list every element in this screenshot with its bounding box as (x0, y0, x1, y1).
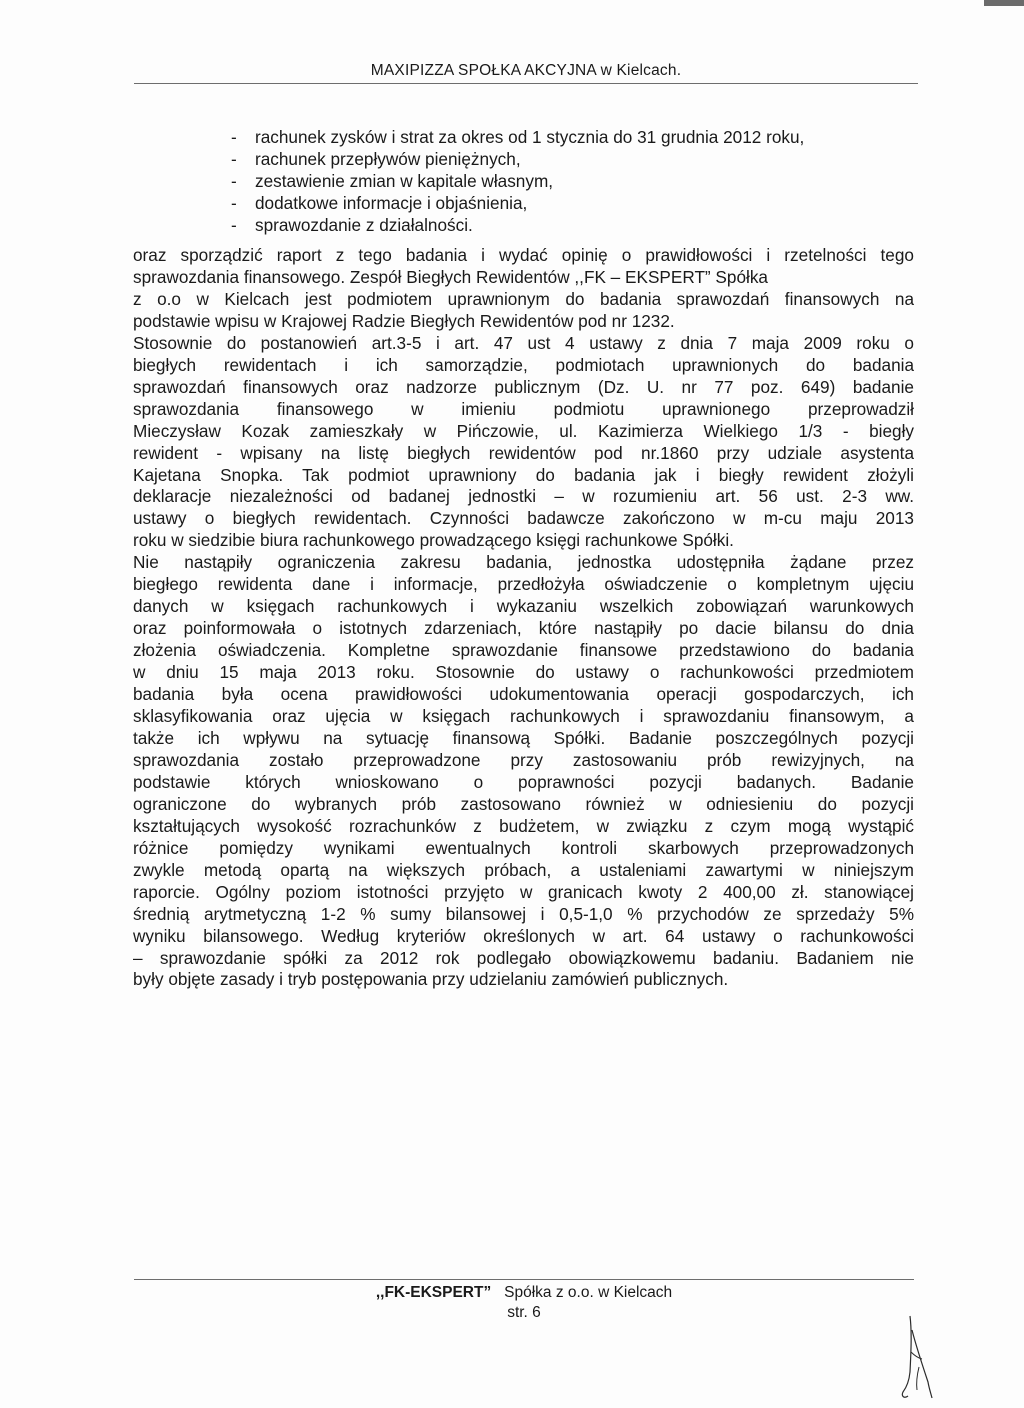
text-line: Kajetana Snopka. Tak podmiot uprawniony do badania jak i biegły rewident złożyli (133, 464, 914, 485)
text-line: Mieczysław Kozak zamieszkały w Pińczowie, ul. Kazimierza Wielkiego 1/3 - biegły (133, 420, 914, 441)
text-line: deklaracje niezależności od badanej jednostki – w rozumieniu art. 56 ust. 2-3 ww. (133, 486, 914, 507)
text-line: danych w księgach rachunkowych i wykazaniu wszelkich zobowiązań warunkowych (133, 596, 914, 617)
text-line: biegłego rewidenta dane i informacje, przedłożyła oświadczenie o kompletnym ujęciu (133, 574, 914, 595)
text-line: raporcie. Ogólny poziom istotności przyjęto w granicach kwoty 2 400,00 zł. stanowiącej (133, 881, 914, 902)
list-item: - zestawienie zmian w kapitale własnym, (231, 170, 804, 192)
list-item: - rachunek przepływów pieniężnych, (231, 148, 804, 170)
text-line: z o.o w Kielcach jest podmiotem uprawnionym do badania sprawozdań finansowych na (133, 288, 914, 309)
footer-company-suffix: Spółka z o.o. w Kielcach (504, 1284, 673, 1301)
text-line: rewident - wpisany na listę biegłych rewidentów pod nr.1860 przy udziale asystenta (133, 442, 914, 463)
text-line: ustawy o biegłych rewidentach. Czynności badawcze zakończono w m-cu maju 2013 (133, 508, 914, 529)
page-number: str. 6 (507, 1304, 541, 1321)
text-line: kształtujących wysokość rozrachunków z budżetem, w związku z czym mogą wystąpić (133, 815, 914, 836)
text-line: zwykle metodą opartą na większych próbach, a ustaleniami zawartymi w niniejszym (133, 859, 914, 880)
text-line: podstawie wpisu w Krajowej Radzie Biegłych Rewidentów pod nr 1232. (133, 310, 675, 331)
text-line: ograniczone do wybranych prób zastosowano również w odniesieniu do pozycji (133, 793, 914, 814)
text-line: sprawozdań finansowych oraz nadzorze publicznym (Dz. U. nr 77 poz. 649) badanie (133, 376, 914, 397)
text-line: wyniku bilansowego. Według kryteriów określonych w art. 64 ustawy o rachunkowości (133, 925, 914, 946)
text-line: sprawozdania finansowego. Zespół Biegłych Rewidentów ,,FK – EKSPERT” Spółka (133, 266, 768, 287)
text-line: podstawie których wnioskowano o poprawności pozycji badanych. Badanie (133, 771, 914, 792)
text-line: sklasyfikowania oraz ujęcia w księgach rachunkowych i sprawozdaniu finansowym, a (133, 706, 914, 727)
text-line: były objęte zasady i tryb postępowania przy udzielaniu zamówień publicznych. (133, 969, 729, 990)
audit-report-body (133, 245, 914, 991)
scan-edge-mark (984, 0, 1024, 6)
list-item: - sprawozdanie z działalności. (231, 214, 804, 236)
text-line: sprawozdania zostało przeprowadzone przy zastosowaniu prób rewizyjnych, na (133, 749, 914, 770)
handwritten-initials-icon (898, 1312, 934, 1402)
text-line: oraz sporządzić raport z tego badania i wydać opinię o prawidłowości i rzetelności tego (133, 245, 914, 265)
text-line: badania była ocena prawidłowości udokumentowania operacji gospodarczych, ich (133, 684, 914, 705)
page-footer (134, 1279, 914, 1323)
text-line: średnią arytmetyczną 1-2 % sumy bilansowej i 0,5-1,0 % przychodów ze sprzedaży 5% (133, 903, 914, 924)
company-title: MAXIPIZZA SPOŁKA AKCYJNA w Kielcach. (370, 62, 682, 79)
page-header (134, 62, 918, 84)
statement-components-list (231, 126, 804, 236)
footer-company-line (134, 1283, 914, 1303)
text-line: różnice pomiędzy wynikami ewentualnych kontroli skarbowych przeprowadzonych (133, 837, 914, 858)
text-line: złożenia oświadczenia. Kompletne sprawozdanie finansowe przedstawiono do badania (133, 640, 914, 661)
text-line: biegłych rewidentach i ich samorządzie, podmiotach uprawnionych do badania (133, 354, 914, 375)
text-line: – sprawozdanie spółki za 2012 rok podlegało obowiązkowemu badaniu. Badaniem nie (133, 947, 914, 968)
text-line: roku w siedzibie biura rachunkowego prowadzącego księgi rachunkowe Spółki. (133, 530, 734, 551)
text-line: Nie nastąpiły ograniczenia zakresu badania, jednostka udostępniła żądane przez (133, 552, 914, 573)
text-line: Stosownie do postanowień art.3-5 i art. 47 ust 4 ustawy z dnia 7 maja 2009 roku o (133, 332, 914, 353)
list-item: - rachunek zysków i strat za okres od 1 stycznia do 31 grudnia 2012 roku, (231, 126, 804, 148)
text-line: w dniu 15 maja 2013 roku. Stosownie do ustawy o rachunkowości przedmiotem (133, 662, 914, 683)
text-line: także ich wpływu na sytuację finansową Spółki. Badanie poszczególnych pozycji (133, 727, 914, 748)
text-line: sprawozdania finansowego w imieniu podmiotu uprawnionego przeprowadził (133, 398, 914, 419)
footer-firm-name: ,,FK-EKSPERT” (375, 1284, 492, 1301)
list-item: - dodatkowe informacje i objaśnienia, (231, 192, 804, 214)
text-line: oraz poinformowała o istotnych zdarzeniach, które nastąpiły po dacie bilansu do dnia (133, 618, 914, 639)
